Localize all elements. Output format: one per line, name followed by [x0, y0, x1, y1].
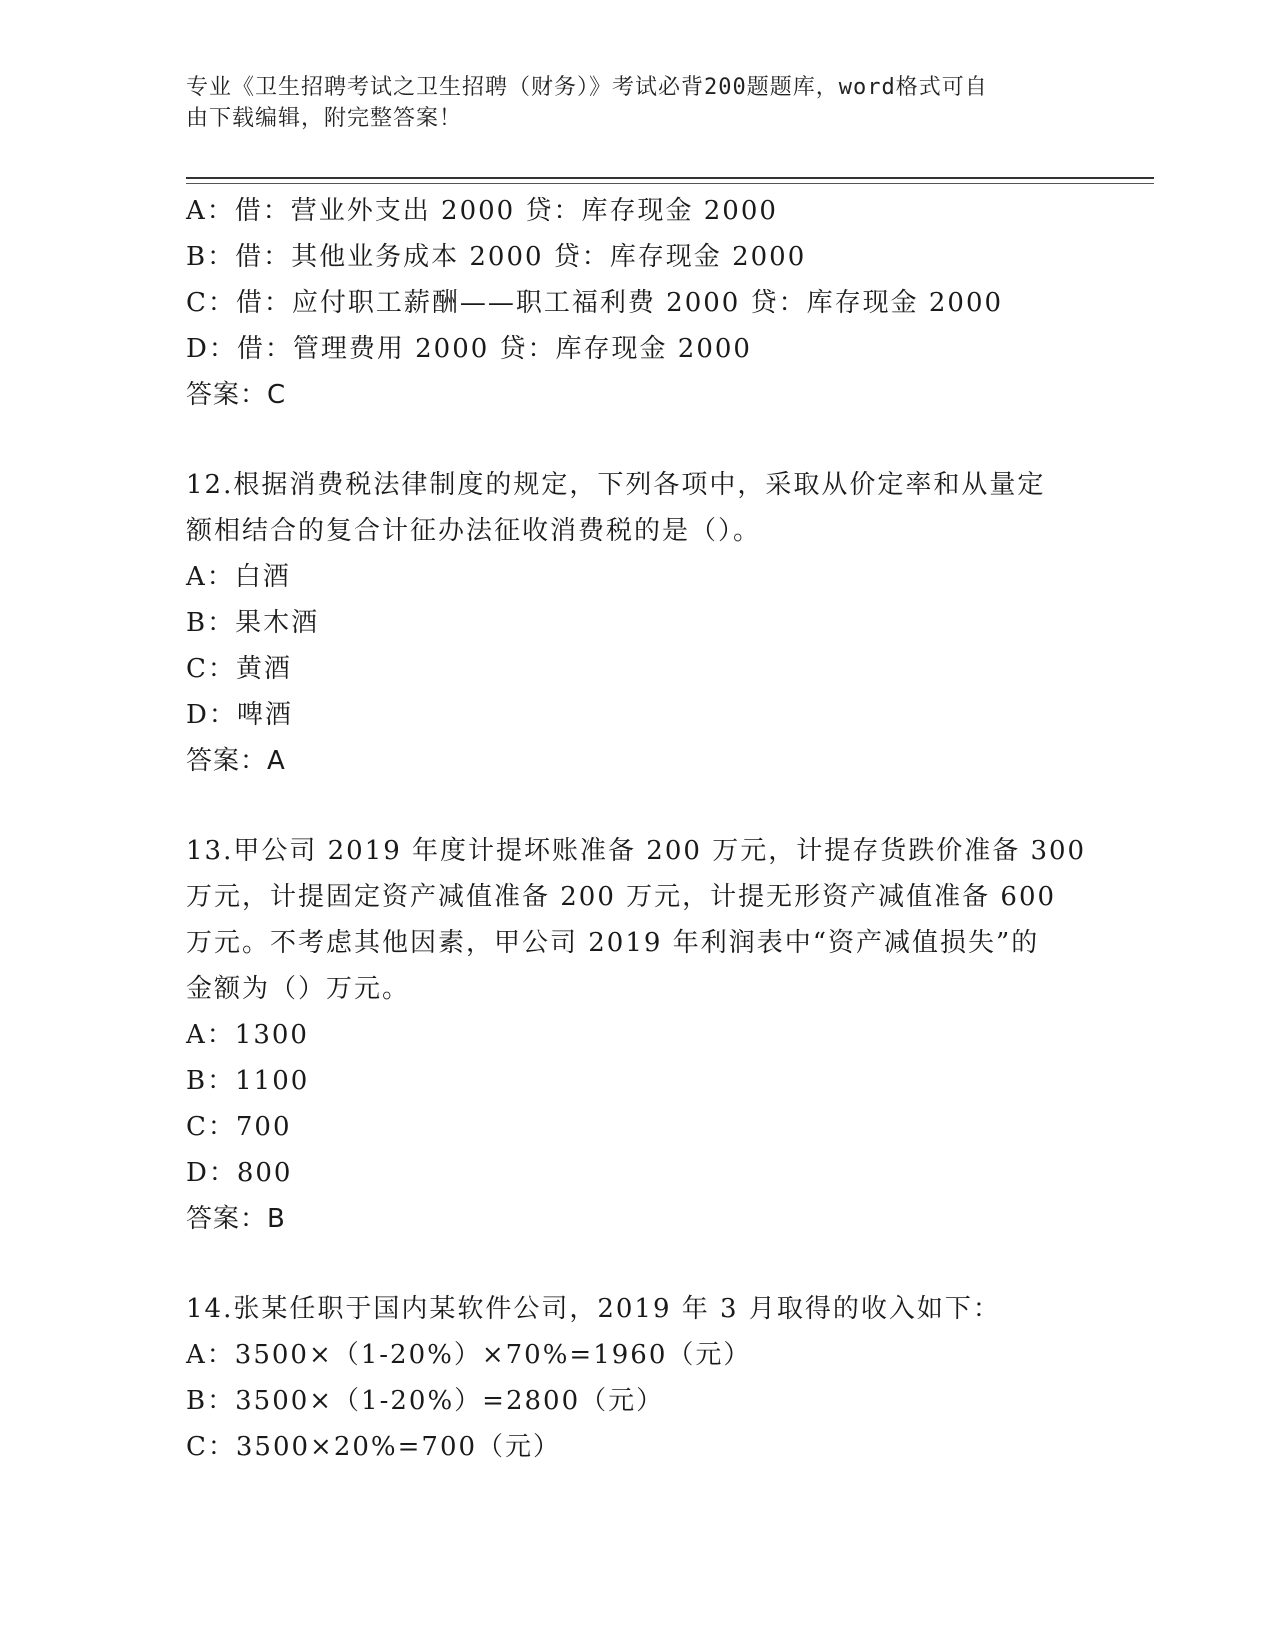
option-c: C：700: [186, 1112, 292, 1142]
option-a: A：白酒: [186, 562, 291, 592]
option-c: C：3500×20%=700（元）: [186, 1432, 562, 1462]
option-d: D：啤酒: [186, 700, 293, 730]
question-12: [186, 462, 1086, 784]
option-a: A：3500×（1-20%）×70%=1960（元）: [186, 1340, 752, 1370]
question-stem: 金额为（）万元。: [186, 974, 411, 1004]
question-11: [186, 188, 1086, 418]
option-b: B：果木酒: [186, 608, 320, 638]
option-c: C：黄酒: [186, 654, 292, 684]
option-d: D：借：管理费用 2000 贷：库存现金 2000: [186, 334, 752, 364]
question-stem: 13.甲公司 2019 年度计提坏账准备 200 万元，计提存货跌价准备 300: [186, 836, 1087, 866]
option-a: A：1300: [186, 1020, 309, 1050]
header-divider-thin: [186, 183, 1154, 184]
document-header: [186, 72, 1066, 134]
option-c: C：借：应付职工薪酬——职工福利费 2000 贷：库存现金 2000: [186, 288, 1004, 318]
answer: 答案：A: [186, 746, 286, 776]
spacer: [186, 1242, 1086, 1286]
answer: 答案：B: [186, 1204, 286, 1234]
header-divider-thick: [186, 177, 1154, 179]
question-14: [186, 1286, 1086, 1470]
question-13: [186, 828, 1086, 1242]
option-b: B：借：其他业务成本 2000 贷：库存现金 2000: [186, 242, 807, 272]
header-line-2: 由下载编辑，附完整答案！: [186, 106, 463, 131]
spacer: [186, 418, 1086, 462]
option-a: A：借：营业外支出 2000 贷：库存现金 2000: [186, 196, 778, 226]
question-list: [186, 188, 1086, 1470]
header-line-1: 专业《卫生招聘考试之卫生招聘（财务）》考试必背200题题库，word格式可自: [186, 75, 988, 100]
question-stem: 14.张某任职于国内某软件公司，2019 年 3 月取得的收入如下：: [186, 1294, 1001, 1324]
option-b: B：1100: [186, 1066, 310, 1096]
question-stem: 万元。不考虑其他因素，甲公司 2019 年利润表中“资产减值损失”的: [186, 928, 1040, 958]
question-stem: 12.根据消费税法律制度的规定，下列各项中，采取从价定率和从量定: [186, 470, 1046, 500]
question-stem: 额相结合的复合计征办法征收消费税的是（）。: [186, 516, 762, 546]
spacer: [186, 784, 1086, 828]
answer: 答案：C: [186, 380, 287, 410]
option-b: B：3500×（1-20%）=2800（元）: [186, 1386, 665, 1416]
question-stem: 万元，计提固定资产减值准备 200 万元，计提无形资产减值准备 600: [186, 882, 1057, 912]
option-d: D：800: [186, 1158, 293, 1188]
